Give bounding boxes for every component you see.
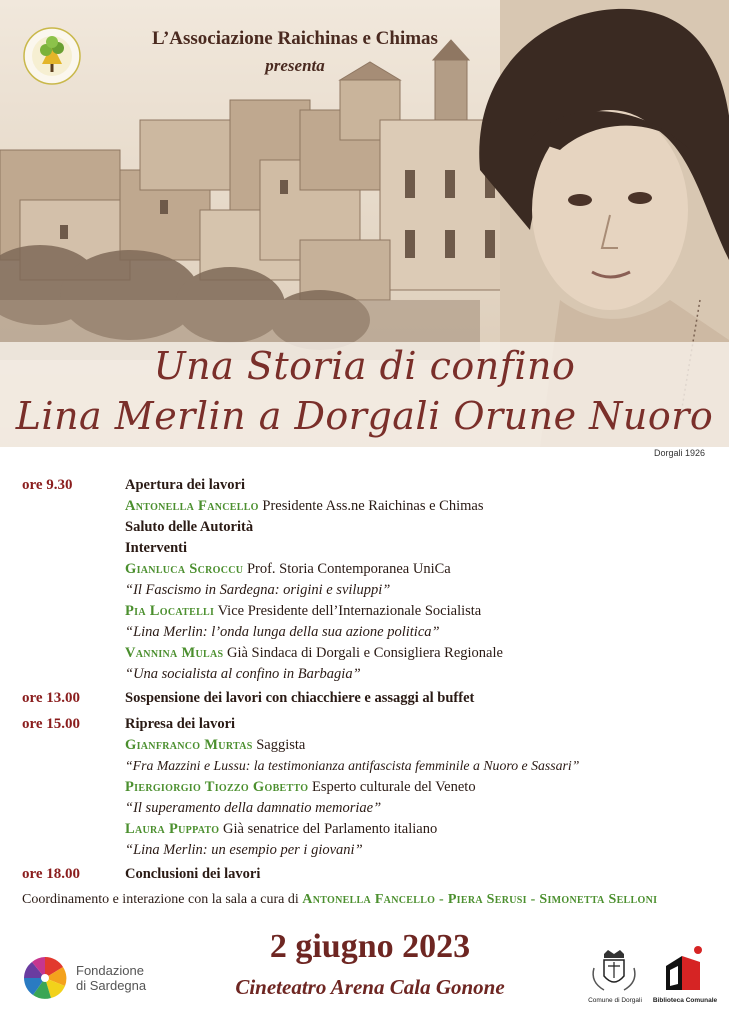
talk-title: “Lina Merlin: un esempio per i giovani” <box>125 842 363 858</box>
speaker-row <box>125 645 503 662</box>
speaker-row <box>125 779 476 796</box>
speaker-row <box>125 737 305 754</box>
comune-crest-icon <box>588 948 640 1001</box>
association-name: L’Associazione Raichinas e Chimas <box>152 28 438 49</box>
session-resume: Ripresa dei lavori <box>125 716 236 732</box>
association-logo <box>22 26 82 86</box>
separator: - <box>435 892 448 907</box>
greetings: Saluto delle Autorità <box>125 519 254 535</box>
biblioteca-label: Biblioteca Comunale <box>652 997 718 1004</box>
talk-title: “Il superamento della damnatio memoriae” <box>125 800 382 816</box>
fondazione-line-2: di Sardegna <box>76 978 147 993</box>
time-1800: ore 18.00 <box>22 866 81 882</box>
coordinator-name: Simonetta Selloni <box>539 892 658 907</box>
talk-title: “Una socialista al confino in Barbagia” <box>125 666 361 682</box>
speaker-role: Prof. Storia Contemporanea UniCa <box>243 561 451 577</box>
speaker-row <box>125 498 483 515</box>
speaker-name: Antonella Fancello <box>125 498 259 514</box>
speaker-role: Già Sindaca di Dorgali e Consigliera Regionale <box>223 645 503 661</box>
title-line-2: Lina Merlin a Dorgali Orune Nuoro <box>15 394 714 438</box>
coordination-text: Coordinamento e interazione con la sala a cura di <box>22 892 303 907</box>
speaker-role: Saggista <box>252 737 306 753</box>
fondazione-logo <box>22 955 68 1006</box>
talk-title: “Fra Mazzini e Lussu: la testimonianza antifascista femminile a Nuoro e Sassari” <box>125 758 580 773</box>
fondazione-line-1: Fondazione <box>76 963 144 978</box>
coordination-line <box>22 892 657 908</box>
presenta-label: presenta <box>265 56 325 75</box>
speaker-role: Già senatrice del Parlamento italiano <box>219 821 438 837</box>
speaker-name: Vannina Mulas <box>125 645 224 661</box>
title-line-1: Una Storia di confino <box>153 344 576 388</box>
speaker-row <box>125 561 451 578</box>
fondazione-text <box>76 963 146 993</box>
event-date: 2 giugno 2023 <box>269 928 471 965</box>
speaker-role: Vice Presidente dell’Internazionale Socialista <box>214 603 482 619</box>
coordinator-name: Piera Serusi <box>447 892 527 907</box>
speaker-name: Gianfranco Murtas <box>125 737 253 753</box>
session-break: Sospensione dei lavori con chiacchiere e assaggi al buffet <box>125 690 475 706</box>
comune-label: Comune di Dorgali <box>588 997 642 1004</box>
speaker-name: Pia Locatelli <box>125 603 215 619</box>
speaker-role: Presidente Ass.ne Raichinas e Chimas <box>258 498 484 514</box>
session-opening: Apertura dei lavori <box>125 477 246 493</box>
speaker-name: Piergiorgio Tiozzo Gobetto <box>125 779 309 795</box>
speaker-row <box>125 603 481 620</box>
session-conclusions: Conclusioni dei lavori <box>125 866 261 882</box>
speaker-row <box>125 821 437 838</box>
biblioteca-logo-icon <box>660 944 708 999</box>
time-0930: ore 9.30 <box>22 477 73 493</box>
speaker-name: Laura Puppato <box>125 821 220 837</box>
separator: - <box>526 892 540 907</box>
speaker-role: Esperto culturale del Veneto <box>308 779 476 795</box>
coordinator-name: Antonella Fancello <box>302 892 436 907</box>
time-1300: ore 13.00 <box>22 690 81 706</box>
talk-title: “Il Fascismo in Sardegna: origini e sviluppi” <box>125 582 391 598</box>
event-venue: Cineteatro Arena Cala Gonone <box>235 975 505 999</box>
talk-title: “Lina Merlin: l’onda lunga della sua azione politica” <box>125 624 440 640</box>
speaker-name: Gianluca Scroccu <box>125 561 244 577</box>
photo-caption: Dorgali 1926 <box>653 448 705 458</box>
interventions-heading: Interventi <box>125 540 188 556</box>
time-1500: ore 15.00 <box>22 716 81 732</box>
